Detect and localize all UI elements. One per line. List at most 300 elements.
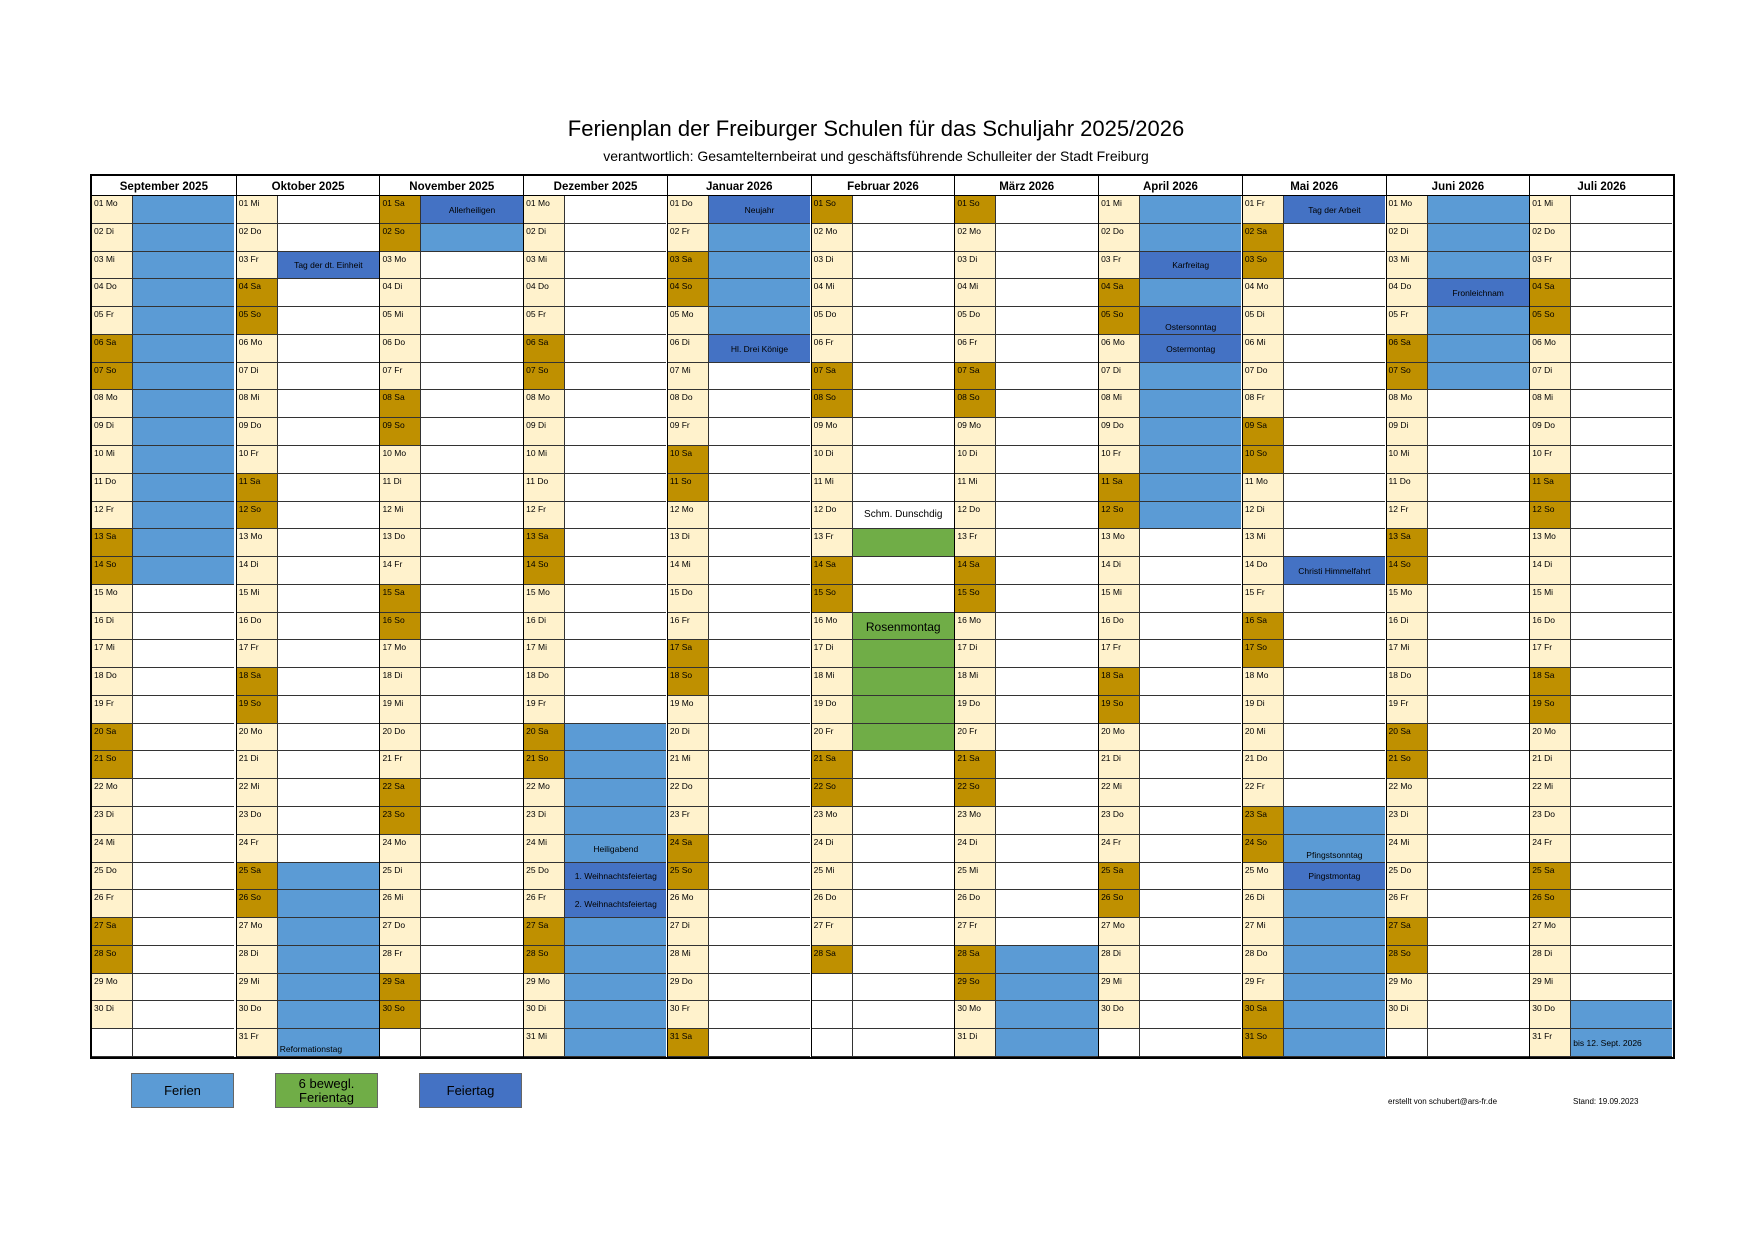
event-cell xyxy=(1428,418,1529,446)
event-cell xyxy=(853,418,954,446)
event-cell xyxy=(709,668,810,696)
event-cell xyxy=(1140,724,1241,752)
day-label: 21 Mi xyxy=(668,751,709,779)
event-cell xyxy=(1571,418,1672,446)
event-feiertag xyxy=(1428,279,1529,307)
month-header: Juni 2026 xyxy=(1387,176,1530,196)
day-label: 07 Di xyxy=(1099,363,1140,391)
day-label: 25 Do xyxy=(524,863,565,891)
event-cell xyxy=(1428,585,1529,613)
event-cell xyxy=(709,724,810,752)
empty-event-cell xyxy=(133,1029,234,1057)
event-cell xyxy=(1428,696,1529,724)
event-cell xyxy=(278,529,379,557)
legend-ferien-label: Ferien xyxy=(164,1082,201,1098)
event-cell xyxy=(1571,363,1672,391)
day-label: 27 Mo xyxy=(1099,918,1140,946)
event-label: Heiligabend xyxy=(593,843,639,854)
day-label: 24 Fr xyxy=(237,835,278,863)
event-cell xyxy=(421,307,522,335)
event-cell xyxy=(1571,335,1672,363)
event-cell xyxy=(278,502,379,530)
day-label: 11 Di xyxy=(380,474,421,502)
event-cell xyxy=(565,585,666,613)
day-label: 27 Fr xyxy=(812,918,853,946)
day-label: 26 Do xyxy=(955,890,996,918)
event-feiertag xyxy=(565,890,666,918)
day-label: 18 Mo xyxy=(1243,668,1284,696)
event-cell xyxy=(565,363,666,391)
event-ferien xyxy=(1140,279,1241,307)
day-label: 14 Sa xyxy=(812,557,853,585)
day-label: 20 Mo xyxy=(1099,724,1140,752)
day-label: 20 Sa xyxy=(1387,724,1428,752)
day-label: 23 Di xyxy=(524,807,565,835)
event-cell xyxy=(421,807,522,835)
day-label: 04 Mi xyxy=(955,279,996,307)
day-label: 03 Mo xyxy=(380,252,421,280)
day-label: 03 So xyxy=(1243,252,1284,280)
event-cell xyxy=(1284,418,1385,446)
day-label: 21 Di xyxy=(1530,751,1571,779)
event-feiertag xyxy=(1140,307,1241,335)
event-ferien xyxy=(996,1029,1097,1057)
day-label: 22 So xyxy=(955,779,996,807)
event-label: Ostersonntag xyxy=(1165,321,1217,332)
day-label: 15 Mo xyxy=(524,585,565,613)
month-column xyxy=(954,176,1098,1057)
event-cell xyxy=(565,474,666,502)
day-label: 14 Fr xyxy=(380,557,421,585)
event-cell xyxy=(1571,696,1672,724)
day-label: 30 Fr xyxy=(668,1001,709,1029)
event-cell xyxy=(278,363,379,391)
day-label: 21 Do xyxy=(1243,751,1284,779)
month-header: Mai 2026 xyxy=(1243,176,1386,196)
event-cell xyxy=(1284,390,1385,418)
day-label: 24 Mi xyxy=(1387,835,1428,863)
event-cell xyxy=(1571,835,1672,863)
day-label: 07 Sa xyxy=(812,363,853,391)
event-cell xyxy=(709,1029,810,1057)
event-cell xyxy=(709,807,810,835)
day-label: 27 Fr xyxy=(955,918,996,946)
event-cell xyxy=(278,557,379,585)
day-label: 04 Do xyxy=(1387,279,1428,307)
day-label: 17 Fr xyxy=(1530,640,1571,668)
day-label: 16 Sa xyxy=(1243,613,1284,641)
event-cell xyxy=(421,918,522,946)
event-cell xyxy=(421,502,522,530)
event-ferien xyxy=(278,890,379,918)
day-label: 29 Mi xyxy=(1530,974,1571,1002)
day-label: 01 Mi xyxy=(237,196,278,224)
day-label: 11 Sa xyxy=(237,474,278,502)
day-label: 22 Do xyxy=(668,779,709,807)
day-label: 02 So xyxy=(380,224,421,252)
event-cell xyxy=(996,224,1097,252)
month-column xyxy=(236,176,380,1057)
day-label: 30 Sa xyxy=(1243,1001,1284,1029)
day-label: 16 Di xyxy=(1387,613,1428,641)
event-feiertag xyxy=(1284,863,1385,891)
event-cell xyxy=(996,446,1097,474)
event-cell xyxy=(1140,585,1241,613)
day-label: 26 Di xyxy=(1243,890,1284,918)
day-label: 29 Mo xyxy=(92,974,133,1002)
event-feiertag xyxy=(421,196,522,224)
day-label: 01 Fr xyxy=(1243,196,1284,224)
event-cell xyxy=(1140,613,1241,641)
day-label: 27 Sa xyxy=(92,918,133,946)
event-cell xyxy=(1428,390,1529,418)
month-column xyxy=(1098,176,1242,1057)
event-cell xyxy=(278,307,379,335)
day-label: 14 Mi xyxy=(668,557,709,585)
day-label: 05 Do xyxy=(955,307,996,335)
event-ferien xyxy=(278,918,379,946)
day-label: 26 Mo xyxy=(668,890,709,918)
day-label: 25 Sa xyxy=(237,863,278,891)
event-label: 1. Weihnachtsfeiertag xyxy=(574,871,657,882)
event-cell xyxy=(709,863,810,891)
event-cell xyxy=(1140,807,1241,835)
month-column xyxy=(667,176,811,1057)
day-label: 15 Do xyxy=(668,585,709,613)
day-label: 25 Do xyxy=(92,863,133,891)
event-cell xyxy=(709,613,810,641)
day-label: 20 Sa xyxy=(524,724,565,752)
event-beweglich xyxy=(853,668,954,696)
day-label: 01 Mo xyxy=(1387,196,1428,224)
event-cell xyxy=(565,696,666,724)
event-cell xyxy=(853,835,954,863)
day-label: 20 Sa xyxy=(92,724,133,752)
event-cell xyxy=(996,252,1097,280)
event-label: Hl. Drei Könige xyxy=(730,343,789,354)
day-label: 18 Di xyxy=(380,668,421,696)
day-label: 09 Di xyxy=(1387,418,1428,446)
event-cell xyxy=(1428,751,1529,779)
day-label: 28 Do xyxy=(1243,946,1284,974)
day-label: 07 Fr xyxy=(380,363,421,391)
event-cell xyxy=(853,779,954,807)
event-ferien xyxy=(133,196,234,224)
day-label: 22 Mo xyxy=(92,779,133,807)
day-label: 19 Fr xyxy=(1387,696,1428,724)
day-label: 05 Mi xyxy=(380,307,421,335)
day-label: 18 Do xyxy=(92,668,133,696)
event-cell xyxy=(565,613,666,641)
event-cell xyxy=(709,474,810,502)
event-cell xyxy=(1571,974,1672,1002)
day-label: 30 Do xyxy=(1099,1001,1140,1029)
day-label: 30 Di xyxy=(524,1001,565,1029)
day-label: 26 So xyxy=(1099,890,1140,918)
day-label: 11 Mi xyxy=(955,474,996,502)
event-ferien xyxy=(996,1001,1097,1029)
event-label: Pingstmontag xyxy=(1308,871,1361,882)
event-cell xyxy=(133,724,234,752)
day-label: 13 Mi xyxy=(1243,529,1284,557)
event-cell xyxy=(996,279,1097,307)
day-label: 09 Mo xyxy=(812,418,853,446)
day-label: 01 Mo xyxy=(524,196,565,224)
event-cell xyxy=(853,279,954,307)
event-cell xyxy=(1284,640,1385,668)
event-feiertag xyxy=(565,863,666,891)
day-label: 24 So xyxy=(1243,835,1284,863)
day-label: 02 Do xyxy=(1099,224,1140,252)
day-label: 06 Fr xyxy=(955,335,996,363)
event-cell xyxy=(1571,613,1672,641)
empty-event-cell xyxy=(853,1029,954,1057)
event-ferien xyxy=(421,224,522,252)
event-ferien xyxy=(1140,363,1241,391)
day-label: 25 Sa xyxy=(1530,863,1571,891)
month-header: Juli 2026 xyxy=(1530,176,1673,196)
day-label: 06 Sa xyxy=(92,335,133,363)
event-cell xyxy=(565,557,666,585)
day-label: 11 So xyxy=(668,474,709,502)
day-label: 30 Do xyxy=(1530,1001,1571,1029)
event-cell xyxy=(565,502,666,530)
day-label: 06 Mo xyxy=(237,335,278,363)
day-label: 10 Mo xyxy=(380,446,421,474)
event-cell xyxy=(133,751,234,779)
day-label: 17 So xyxy=(1243,640,1284,668)
day-label: 19 Di xyxy=(1243,696,1284,724)
month-column xyxy=(1529,176,1673,1057)
day-label: 16 Fr xyxy=(668,613,709,641)
day-label: 26 Fr xyxy=(92,890,133,918)
day-label: 23 Sa xyxy=(1243,807,1284,835)
event-cell xyxy=(996,529,1097,557)
day-label: 05 Fr xyxy=(524,307,565,335)
day-label: 13 Sa xyxy=(524,529,565,557)
day-label: 02 Do xyxy=(1530,224,1571,252)
event-ferien xyxy=(133,363,234,391)
day-label: 23 So xyxy=(380,807,421,835)
day-label: 12 So xyxy=(237,502,278,530)
day-label: 17 Fr xyxy=(237,640,278,668)
event-cell xyxy=(278,418,379,446)
empty-event-cell xyxy=(1428,1029,1529,1057)
page-title: Ferienplan der Freiburger Schulen für das Schuljahr 2025/2026 xyxy=(567,116,1185,141)
event-cell xyxy=(709,974,810,1002)
stand-date: Stand: 19.09.2023 xyxy=(1573,1097,1639,1106)
event-cell xyxy=(1428,668,1529,696)
day-label: 31 So xyxy=(1243,1029,1284,1057)
day-label: 05 Mo xyxy=(668,307,709,335)
day-label: 12 Do xyxy=(955,502,996,530)
day-label: 13 Mo xyxy=(237,529,278,557)
event-cell xyxy=(1140,835,1241,863)
event-ferien xyxy=(1284,1029,1385,1057)
day-label: 15 Mi xyxy=(237,585,278,613)
event-label: Reformationstag xyxy=(279,1043,343,1054)
day-label: 16 Mo xyxy=(812,613,853,641)
day-label: 10 Sa xyxy=(668,446,709,474)
event-ferien xyxy=(1140,390,1241,418)
day-label: 17 Di xyxy=(812,640,853,668)
event-cell xyxy=(1284,224,1385,252)
month-header: Dezember 2025 xyxy=(524,176,667,196)
event-cell xyxy=(1428,502,1529,530)
day-label: 14 Sa xyxy=(955,557,996,585)
day-label: 08 Mo xyxy=(1387,390,1428,418)
day-label: 12 Mi xyxy=(380,502,421,530)
holiday-calendar-table xyxy=(90,174,1675,1059)
day-label: 07 Mi xyxy=(668,363,709,391)
event-cell xyxy=(1571,502,1672,530)
event-ferien xyxy=(133,279,234,307)
event-cell xyxy=(1284,307,1385,335)
event-cell xyxy=(996,363,1097,391)
event-cell xyxy=(1284,502,1385,530)
event-label: Rosenmontag xyxy=(865,620,941,635)
event-cell xyxy=(709,502,810,530)
event-cell xyxy=(1140,946,1241,974)
day-label: 03 Di xyxy=(955,252,996,280)
day-label: 15 So xyxy=(812,585,853,613)
event-ferien xyxy=(709,307,810,335)
day-label: 16 Do xyxy=(1099,613,1140,641)
day-label: 19 Do xyxy=(955,696,996,724)
event-ferien xyxy=(1428,335,1529,363)
day-label: 13 Fr xyxy=(955,529,996,557)
day-label: 20 Do xyxy=(380,724,421,752)
day-label: 18 Sa xyxy=(1530,668,1571,696)
day-label: 29 Mo xyxy=(1387,974,1428,1002)
event-cell xyxy=(565,418,666,446)
event-ferien xyxy=(278,863,379,891)
empty-day-cell xyxy=(380,1029,421,1057)
day-label: 29 Mi xyxy=(237,974,278,1002)
event-cell xyxy=(1571,807,1672,835)
event-cell xyxy=(278,474,379,502)
day-label: 21 Sa xyxy=(812,751,853,779)
event-ferien xyxy=(1428,224,1529,252)
day-label: 25 Do xyxy=(1387,863,1428,891)
day-label: 14 So xyxy=(524,557,565,585)
day-label: 08 So xyxy=(812,390,853,418)
month-column xyxy=(379,176,523,1057)
day-label: 27 Do xyxy=(380,918,421,946)
day-label: 26 Do xyxy=(812,890,853,918)
day-label: 23 Di xyxy=(92,807,133,835)
day-label: 21 So xyxy=(92,751,133,779)
event-cell xyxy=(1571,668,1672,696)
event-ferien xyxy=(1284,1001,1385,1029)
day-label: 27 Mi xyxy=(1243,918,1284,946)
day-label: 05 So xyxy=(1530,307,1571,335)
event-beweglich xyxy=(853,640,954,668)
event-cell xyxy=(709,835,810,863)
day-label: 27 Sa xyxy=(524,918,565,946)
event-cell xyxy=(1140,779,1241,807)
day-label: 01 So xyxy=(955,196,996,224)
event-cell xyxy=(278,724,379,752)
day-label: 15 Mo xyxy=(1387,585,1428,613)
event-feiertag xyxy=(1284,557,1385,585)
event-beweglich xyxy=(853,613,954,641)
event-ferien xyxy=(278,1029,379,1057)
day-label: 06 Fr xyxy=(812,335,853,363)
event-cell xyxy=(853,863,954,891)
event-cell xyxy=(1428,863,1529,891)
day-label: 07 Do xyxy=(1243,363,1284,391)
day-label: 14 So xyxy=(1387,557,1428,585)
day-label: 10 Di xyxy=(812,446,853,474)
day-label: 23 Mo xyxy=(955,807,996,835)
day-label: 02 Mo xyxy=(955,224,996,252)
day-label: 02 Di xyxy=(524,224,565,252)
event-ferien xyxy=(133,307,234,335)
event-cell xyxy=(133,1001,234,1029)
month-header: Februar 2026 xyxy=(812,176,955,196)
day-label: 25 Mi xyxy=(812,863,853,891)
event-ferien xyxy=(133,474,234,502)
day-label: 19 So xyxy=(1530,696,1571,724)
event-cell xyxy=(1571,557,1672,585)
event-cell xyxy=(1284,335,1385,363)
day-label: 19 So xyxy=(237,696,278,724)
day-label: 09 Sa xyxy=(1243,418,1284,446)
event-ferien xyxy=(1284,946,1385,974)
month-header: September 2025 xyxy=(92,176,236,196)
event-cell xyxy=(996,390,1097,418)
event-ferien xyxy=(1571,1029,1672,1057)
event-cell xyxy=(1428,446,1529,474)
event-cell xyxy=(421,557,522,585)
event-cell xyxy=(565,279,666,307)
day-label: 12 Mo xyxy=(668,502,709,530)
event-cell xyxy=(278,446,379,474)
event-label: Fronleichnam xyxy=(1452,288,1504,299)
day-label: 06 Sa xyxy=(1387,335,1428,363)
day-label: 09 Di xyxy=(524,418,565,446)
event-ferien xyxy=(565,835,666,863)
event-beweglich xyxy=(853,529,954,557)
event-label: Christi Himmelfahrt xyxy=(1298,565,1371,576)
day-label: 29 Sa xyxy=(380,974,421,1002)
day-label: 11 Do xyxy=(1387,474,1428,502)
day-label: 17 Sa xyxy=(668,640,709,668)
day-label: 22 Sa xyxy=(380,779,421,807)
event-ferien xyxy=(1428,196,1529,224)
day-label: 04 Sa xyxy=(1530,279,1571,307)
event-cell xyxy=(1140,668,1241,696)
event-cell xyxy=(421,529,522,557)
day-label: 14 So xyxy=(92,557,133,585)
event-cell xyxy=(996,196,1097,224)
day-label: 27 Sa xyxy=(1387,918,1428,946)
day-label: 25 Sa xyxy=(1099,863,1140,891)
day-label: 07 Di xyxy=(1530,363,1571,391)
event-cell xyxy=(1284,696,1385,724)
event-ferien xyxy=(1140,224,1241,252)
day-label: 31 Fr xyxy=(237,1029,278,1057)
event-cell xyxy=(996,335,1097,363)
event-feiertag xyxy=(278,252,379,280)
event-cell xyxy=(565,446,666,474)
event-cell xyxy=(1571,751,1672,779)
day-label: 28 Mi xyxy=(668,946,709,974)
event-cell xyxy=(1571,585,1672,613)
event-cell xyxy=(1284,446,1385,474)
event-ferien xyxy=(565,724,666,752)
